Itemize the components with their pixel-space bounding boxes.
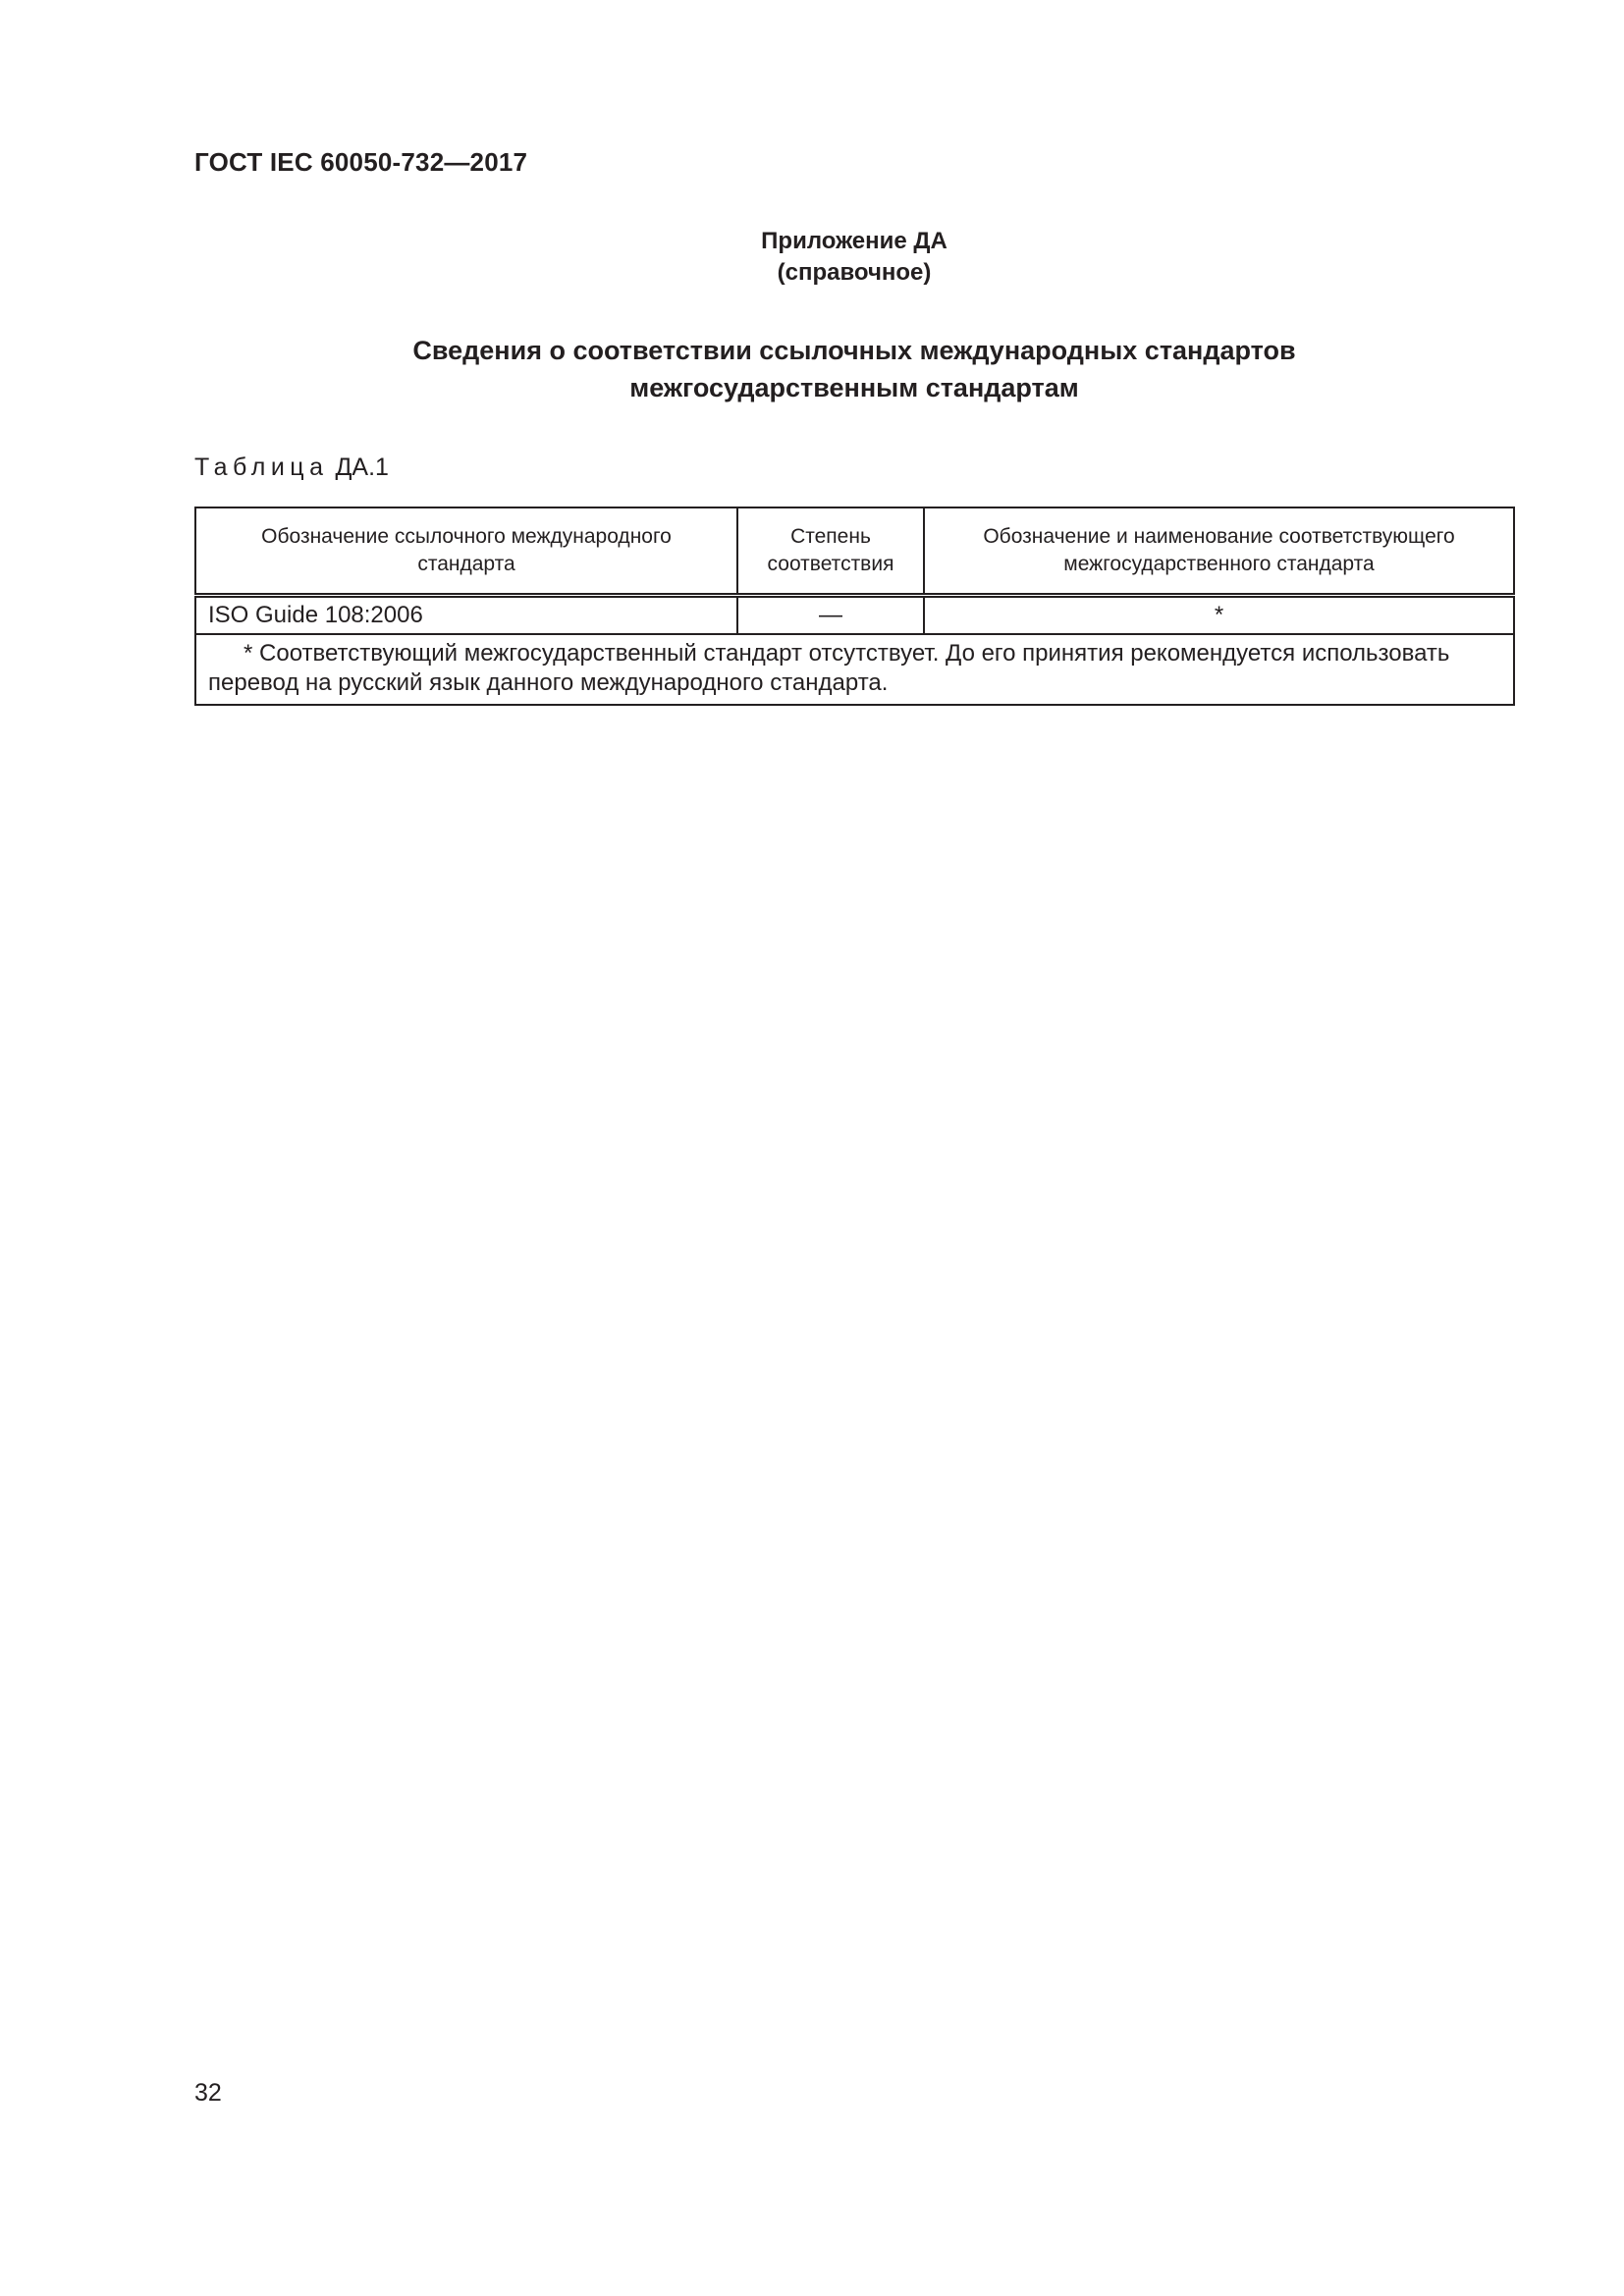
- annex-heading: [0, 226, 1624, 289]
- table-footnote: [195, 634, 1514, 705]
- annex-title: [0, 332, 1624, 406]
- annex-kind: (справочное): [777, 259, 932, 286]
- annex-title-line1: Сведения о соответствии ссылочных международных стандартов: [412, 336, 1296, 365]
- table-caption-word: Таблица: [194, 454, 329, 481]
- correspondence-table: [194, 507, 1515, 706]
- column-header-line: Обозначение и наименование соответствующего: [983, 525, 1455, 548]
- cell-degree: —: [737, 596, 924, 635]
- annex-label: Приложение ДА: [761, 228, 947, 254]
- annex-title-line2: межгосударственным стандартам: [629, 373, 1079, 402]
- column-header-line: межгосударственного стандарта: [1063, 553, 1375, 575]
- table-header-row: [195, 507, 1514, 596]
- column-header-interstate-standard: [924, 507, 1514, 596]
- column-header-degree: [737, 507, 924, 596]
- table-row: [195, 596, 1514, 635]
- footnote-line1: * Соответствующий межгосударственный стандарт отсутствует. До его принятия рекомендуется использовать: [244, 640, 1450, 667]
- table-caption-number: ДА.1: [335, 454, 389, 481]
- document-code: ГОСТ IEC 60050-732—2017: [194, 147, 528, 177]
- column-header-line: соответствия: [767, 553, 894, 575]
- table-caption: [194, 454, 389, 482]
- column-header-international-standard: [195, 507, 737, 596]
- column-header-line: стандарта: [417, 553, 515, 575]
- column-header-line: Степень: [790, 525, 871, 548]
- column-header-line: Обозначение ссылочного международного: [261, 525, 672, 548]
- cell-international-standard: ISO Guide 108:2006: [195, 596, 737, 635]
- footnote-line2: перевод на русский язык данного международного стандарта.: [208, 669, 889, 696]
- cell-interstate-standard: *: [924, 596, 1514, 635]
- table-footnote-row: [195, 634, 1514, 705]
- page-number: 32: [194, 2079, 222, 2107]
